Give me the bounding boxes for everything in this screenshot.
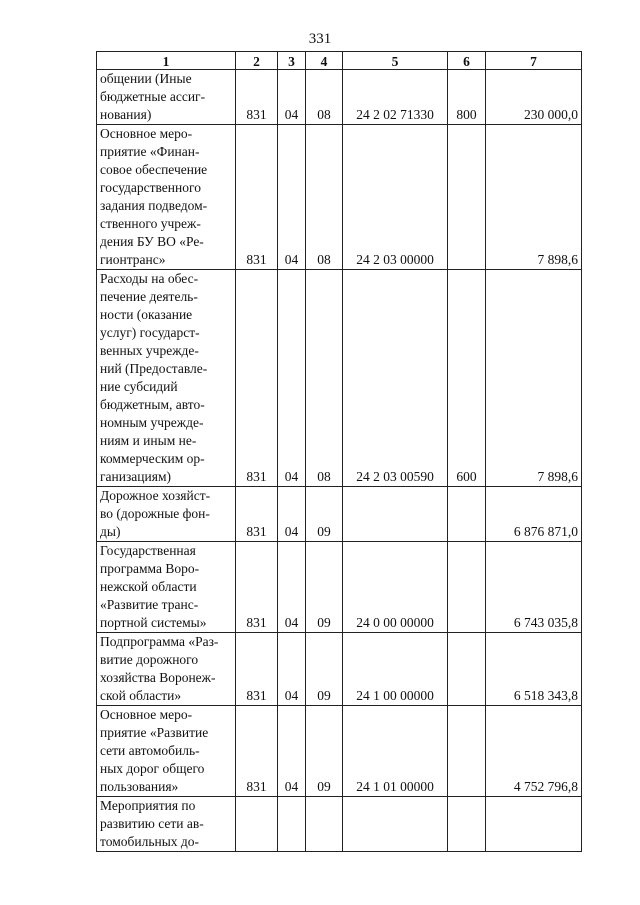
table-row — [97, 542, 582, 633]
column-header: 3 — [278, 52, 306, 70]
target-article-code: 24 2 03 00000 — [343, 125, 448, 270]
target-article-code: 24 2 03 00590 — [343, 270, 448, 487]
section-code: 04 — [278, 542, 306, 633]
subsection-code: 08 — [306, 270, 343, 487]
expense-type-code — [448, 706, 486, 797]
subsection-code: 09 — [306, 542, 343, 633]
target-article-code — [343, 797, 448, 852]
section-code: 04 — [278, 270, 306, 487]
column-header: 6 — [448, 52, 486, 70]
subsection-code: 08 — [306, 70, 343, 125]
row-name: Расходы на обес- печение деятель- ности (оказание услуг) государст- венных учрежде- ний (Предоставле- ние субсидий бюджетным, авто- номным учрежде- ниям и иным не- коммерческим ор- ганизациям) — [97, 270, 236, 487]
column-header: 1 — [97, 52, 236, 70]
table-row — [97, 633, 582, 706]
table-row — [97, 270, 582, 487]
expense-type-code — [448, 487, 486, 542]
section-code: 04 — [278, 706, 306, 797]
ved-code: 831 — [236, 270, 278, 487]
row-name: Основное меро- приятие «Развитие сети автомобиль- ных дорог общего пользования» — [97, 706, 236, 797]
row-name: Мероприятия по развитию сети ав- томобильных до- — [97, 797, 236, 852]
subsection-code: 09 — [306, 706, 343, 797]
amount: 4 752 796,8 — [486, 706, 582, 797]
ved-code: 831 — [236, 633, 278, 706]
ved-code: 831 — [236, 125, 278, 270]
row-name: Основное меро- приятие «Финан- совое обеспечение государственного задания подведом- ственного учреж- дения БУ ВО «Ре- гионтранс» — [97, 125, 236, 270]
budget-table — [96, 51, 582, 852]
subsection-code: 08 — [306, 125, 343, 270]
expense-type-code — [448, 797, 486, 852]
expense-type-code — [448, 125, 486, 270]
expense-type-code — [448, 633, 486, 706]
subsection-code: 09 — [306, 633, 343, 706]
target-article-code — [343, 487, 448, 542]
table-row — [97, 797, 582, 852]
section-code: 04 — [278, 125, 306, 270]
row-name: общении (Иные бюджетные ассиг- нования) — [97, 70, 236, 125]
amount: 230 000,0 — [486, 70, 582, 125]
section-code: 04 — [278, 633, 306, 706]
table-row — [97, 487, 582, 542]
target-article-code: 24 1 00 00000 — [343, 633, 448, 706]
ved-code: 831 — [236, 542, 278, 633]
row-name: Дорожное хозяйст- во (дорожные фон- ды) — [97, 487, 236, 542]
row-name: Государственная программа Воро- нежской области «Развитие транс- портной системы» — [97, 542, 236, 633]
table-row — [97, 70, 582, 125]
target-article-code: 24 1 01 00000 — [343, 706, 448, 797]
amount: 6 876 871,0 — [486, 487, 582, 542]
amount: 6 743 035,8 — [486, 542, 582, 633]
ved-code: 831 — [236, 706, 278, 797]
amount: 6 518 343,8 — [486, 633, 582, 706]
table-row — [97, 125, 582, 270]
header-row — [97, 52, 582, 70]
ved-code — [236, 797, 278, 852]
column-header: 7 — [486, 52, 582, 70]
ved-code: 831 — [236, 487, 278, 542]
column-header: 4 — [306, 52, 343, 70]
column-header: 2 — [236, 52, 278, 70]
section-code: 04 — [278, 70, 306, 125]
expense-type-code — [448, 542, 486, 633]
ved-code: 831 — [236, 70, 278, 125]
expense-type-code: 800 — [448, 70, 486, 125]
table-row — [97, 706, 582, 797]
row-name: Подпрограмма «Раз- витие дорожного хозяйства Воронеж- ской области» — [97, 633, 236, 706]
amount — [486, 797, 582, 852]
subsection-code: 09 — [306, 487, 343, 542]
column-header: 5 — [343, 52, 448, 70]
subsection-code — [306, 797, 343, 852]
target-article-code: 24 0 00 00000 — [343, 542, 448, 633]
amount: 7 898,6 — [486, 125, 582, 270]
amount: 7 898,6 — [486, 270, 582, 487]
target-article-code: 24 2 02 71330 — [343, 70, 448, 125]
expense-type-code: 600 — [448, 270, 486, 487]
page-number: 331 — [308, 31, 332, 47]
section-code — [278, 797, 306, 852]
section-code: 04 — [278, 487, 306, 542]
